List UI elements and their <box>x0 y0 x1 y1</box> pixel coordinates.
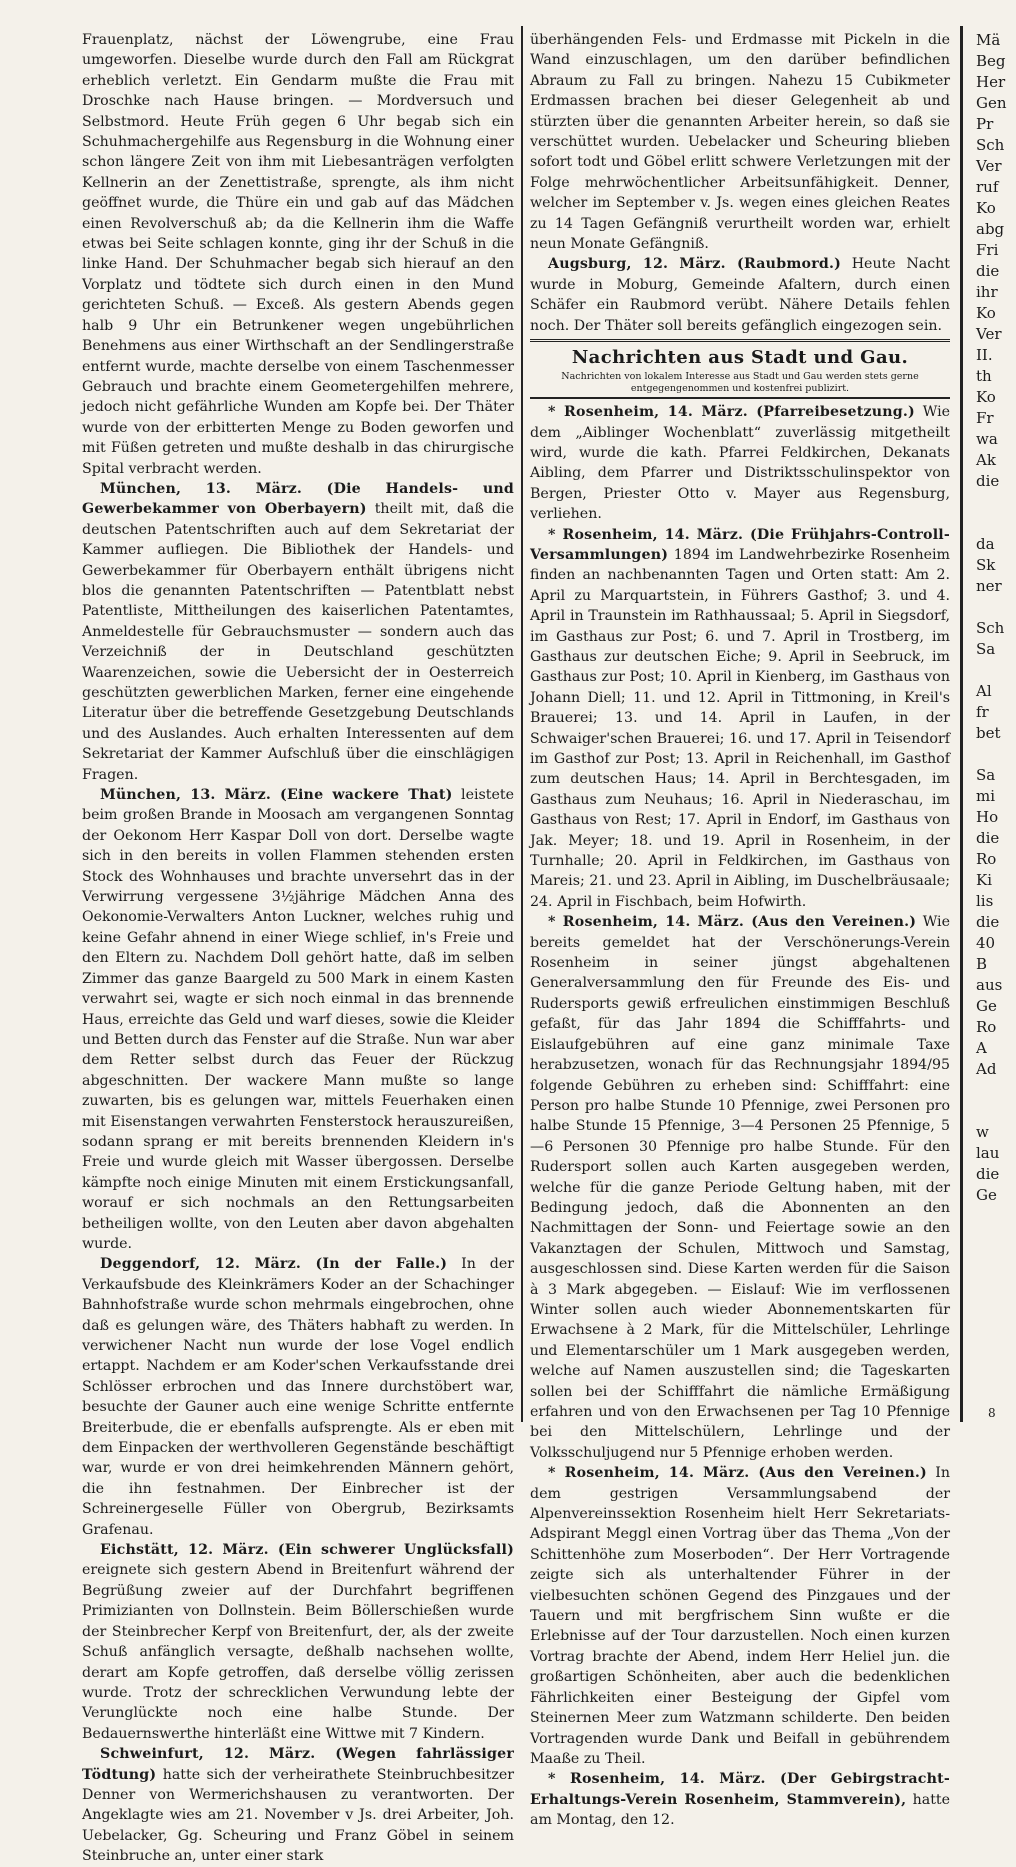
edge-line: ihr <box>976 283 998 301</box>
edge-line: Sa <box>976 640 996 658</box>
edge-line <box>976 1101 1016 1122</box>
edge-line: Sk <box>976 556 996 574</box>
edge-line: Ko <box>976 304 996 322</box>
edge-line: Mä <box>976 31 1001 49</box>
edge-line: Ki <box>976 871 993 889</box>
article-eichstaett <box>82 1540 514 1744</box>
edge-line: Ver <box>976 157 1002 175</box>
edge-line: Sa <box>976 766 996 784</box>
article-text: Wie dem „Aiblinger Wochenblatt“ zuverlässig mitgetheilt wird, wurde die kath. Pfarrei Feldkirchen, Dekanats Aibling, dem Pfarrer und Distriktsschulinspektor von Bergen, Priester Otto v. Mayer aus Regensburg, verliehen. <box>530 404 950 523</box>
edge-line: die <box>976 1165 1000 1183</box>
edge-line: Sch <box>976 136 1005 154</box>
article-text: In dem gestrigen Versammlungsabend der Alpenvereinssektion Rosenheim hielt Herr Sekretariats-Adspirant Meggl einen Vortrag über das Thema „Von der Schittenhöhe zum Moserboden“. Der Herr Vortragende zeigte sich als unterhaltender Führer in der vielbesuchten schönen Gegend des Pinzgaues und der Tauern und mit bergfrischem Sinn wußte er die Erlebnisse auf der Tour darzustellen. Noch einen kurzen Vortrag brachte der Abend, indem Herr Heliel jun. die großartigen Schönheiten, aber auch die bedenklichen Fährlichkeiten einer Besteigung der Gipfel vom Steinernen Meer zum Watzmann schilderte. Den beiden Vortragenden wurde Dank und Beifall in gebührendem Maaße zu Theil. <box>530 1465 950 1767</box>
edge-line: Ko <box>976 199 996 217</box>
edge-line: Sch <box>976 619 1005 637</box>
article-lead: München, 13. März. (Eine wackere That) <box>100 787 453 804</box>
article-lead: Eichstätt, 12. März. (Ein schwerer Unglücksfall) <box>100 1542 514 1559</box>
edge-line: II. <box>976 346 993 364</box>
article-lead: Augsburg, 12. März. (Raubmord.) <box>548 256 842 273</box>
edge-line: 40 <box>976 934 996 952</box>
article-alpenverein <box>530 1463 950 1769</box>
edge-line: lis <box>976 892 994 910</box>
edge-line: Ko <box>976 388 996 406</box>
article-schweinfurt <box>82 1744 514 1866</box>
article-text: In der Verkaufsbude des Kleinkrämers Koder an der Schachinger Bahnhofstraße wurde schon mehrmals eingebrochen, ohne daß es gelungen wäre, des Thäters habhaft zu werden. In verwichener Nacht nun wurde der lose Vogel endlich ertappt. Nachdem er am Koder'schen Verkaufsstande drei Schlösser erbrochen und das Innere durchstöbert war, besuchte der Gauner auch eine wenige Schritte entfernte Breiterbude, die er ebenfalls aufsprengte. Als er eben mit dem Einpacken der werthvolleren Gegenstände beschäftigt war, wurde er von drei heimkehrenden Männern gehört, die ihn festnahmen. Der Einbrecher ist der Schreinergeselle Füller von Obergrub, Bezirksamts Grafenau. <box>82 1256 514 1538</box>
article-verschoenerungsverein <box>530 912 950 1463</box>
edge-line: Fr <box>976 409 994 427</box>
edge-line: Pr <box>976 115 994 133</box>
edge-line: die <box>976 913 1000 931</box>
edge-line: Fri <box>976 241 999 259</box>
column-divider-left <box>521 26 523 1422</box>
edge-line: w <box>976 1123 989 1141</box>
article-text: Wie bereits gemeldet hat der Verschönerungs-Verein Rosenheim in seiner jüngst abgehaltenen Generalversammlung den für Freunde des Eis- und Rudersports gewiß erfreulichen einstimmigen Beschluß gefaßt, für das Jahr 1894 die Schifffahrts- und Eislaufgebühren auf eine ganz minimale Taxe herabzusetzen, wonach für das Rechnungsjahr 1894/95 folgende Gebühren zu erheben sind: Schifffahrt: eine Person pro halbe Stunde 10 Pfennige, zwei Personen pro halbe Stunde 15 Pfennige, 3—4 Personen 25 Pfennige, 5—6 Personen 30 Pfennige pro halbe Stunde. Für den Rudersport sollen auch Karten ausgegeben werden, welche für die ganze Periode Geltung haben, mit der Bedingung jedoch, daß die Abonnenten an den Nachmittagen der Sonn- und Feiertage sowie an den Vakanztagen der Schulen, Mittwoch und Samstag, ausgeschlossen sind. Diese Karten werden für die Saison à 3 Mark abgegeben. — Eislauf: Wie im verflossenen Winter sollen auch wieder Abonnementskarten für Erwachsene à 2 Mark, für die Mittelschüler, Lehrlinge und Elementarschüler um 1 Mark ausgegeben werden, welche auf Namen auszustellen sind; die Tageskarten sollen bei der Schifffahrt die nämliche Ermäßigung erfahren und von den Erwachsenen per Tag 10 Pfennige bei den Mittelschülern, Lehrlinge und der Volksschuljugend nur 5 Pfennige erhoben werden. <box>530 914 950 1461</box>
edge-line: wa <box>976 430 998 448</box>
edge-line: Ak <box>976 451 996 469</box>
article-text: Frauenplatz, nächst der Löwengrube, eine Frau umgeworfen. Dieselbe wurde durch den Fall am Rückgrat erheblich verletzt. Ein Gendarm mußte die Frau mit Droschke nach Hause bringen. — Mordversuch und Selbstmord. Heute Früh gegen 6 Uhr begab sich ein Schuhmachergehilfe aus Regensburg in die Wohnung einer schon längere Zeit von ihm mit Liebesanträgen verfolgten Kellnerin an der Zenettistraße, sprengte, als ihm nicht geöffnet wurde, die Thüre ein und gab auf das Mädchen einen Revolverschuß ab; da die Kellnerin ihm die Waffe etwas bei Seite schlagen konnte, ging ihr der Schuß in die linke Hand. Der Schuhmacher begab sich hierauf an den Vorplatz und tödtete sich durch einen in den Mund gerichteten Schuß. — Exceß. Als gestern Abends gegen halb 9 Uhr ein Betrunkener wegen ungebührlichen Benehmens aus einer Wirthschaft an der Sendlingerstraße entfernt wurde, machte derselbe von einem Taschenmesser Gebrauch und brachte einem Geometergehilfen mehrere, jedoch nicht gefährliche Wunden am Kopfe bei. Der Thäter wurde von der erbitterten Menge zu Boden geworfen und mit Füßen getreten und mußte deshalb in das chirurgische Spital verbracht werden. <box>82 32 514 477</box>
article-lead: Schweinfurt, 12. März. (Wegen fahrlässiger Tödtung) <box>82 1746 514 1783</box>
edge-line: lau <box>976 1144 1000 1162</box>
edge-line: Ro <box>976 850 997 868</box>
edge-line: da <box>976 535 995 553</box>
edge-line: Al <box>976 682 992 700</box>
article-lead: * Rosenheim, 14. März. (Pfarreibesetzung.) <box>548 404 915 421</box>
edge-line: Ro <box>976 1018 997 1036</box>
article-lead: * Rosenheim, 14. März. (Die Frühjahrs-Controll-Versammlungen) <box>530 526 950 563</box>
section-rule-top <box>530 339 950 342</box>
page-number: 8 <box>988 1406 996 1420</box>
article-pfarreibesetzung <box>530 402 950 524</box>
article-text: hatte sich der verheirathete Steinbruchbesitzer Denner von Wermerichshausen zu verantworten. Der Angeklagte wies am 21. November v Js. drei Arbeiter, Joh. Uebelacker, Gg. Scheuring und Franz Göbel in seinem Steinbruche an, unter einer stark <box>82 1766 514 1865</box>
edge-line: mi <box>976 787 996 805</box>
article-lead: * Rosenheim, 14. März. (Aus den Vereinen.) <box>548 914 917 931</box>
edge-line: die <box>976 262 1000 280</box>
article-text: leistete beim großen Brande in Moosach am vergangenen Sonntag der Oekonom Herr Kaspar Doll von dort. Derselbe wagte sich in den bereits in vollen Flammen stehenden ersten Stock des Wohnhauses und brachte unversehrt das in der Verwirrung vergessene 3½jährige Mädchen Anna des Oekonomie-Verwalters Anton Luckner, welches ruhig und keine Gefahr ahnend in einer Wiege schlief, in's Freie und den Eltern zu. Nachdem Doll gehört hatte, daß im selben Zimmer das ganze Baargeld zu 500 Mark in einem Kasten verwahrt sei, wagte er sich noch einmal in das brennende Haus, erreichte das Geld und warf dieses, sowie die Kleider und Betten durch das Fenster auf die Straße. Nun war aber dem Retter selbst durch das Feuer der Rückzug abgeschnitten. Der wackere Mann mußte so lange zuwarten, bis es gelungen war, mittels Feuerhaken einen mit Eisenstangen verwahrten Fensterstock herauszureißen, sodann sprang er mit bereits brennenden Kleidern in's Freie und wurde gleich mit Wasser übergossen. Derselbe kämpfte noch einige Minuten mit einem Erstickungsanfall, worauf er sich nochmals an den Rettungsarbeiten betheiligen wollte, von den Leuten aber davon abgehalten wurde. <box>82 787 514 1252</box>
edge-line: aus <box>976 976 1003 994</box>
article-lead: * Rosenheim, 14. März. (Der Gebirgstracht-Erhaltungs-Verein Rosenheim, Stammverein), <box>530 1771 950 1808</box>
section-note: Nachrichten von lokalem Interesse aus Stadt und Gau werden stets gerne entgegengenommen und kostenfrei publizirt. <box>561 371 919 394</box>
article-lead: München, 13. März. (Die Handels- und Gewerbekammer von Oberbayern) <box>82 480 514 518</box>
edge-line: Ad <box>976 1060 997 1078</box>
edge-line: Beg <box>976 52 1006 70</box>
edge-line: Ge <box>976 997 997 1015</box>
right-column-fragment <box>976 30 1016 1227</box>
edge-line <box>976 513 1016 534</box>
article-text: überhängenden Fels- und Erdmasse mit Pickeln in die Wand einzuschlagen, um den darüber befindlichen Abraum zu Fall zu bringen. Nahezu 15 Cubikmeter Erdmassen brachen bei dieser Gelegenheit ab und stürzten über die genannten Arbeiter herein, so daß sie verschüttet wurden. Uebelacker und Scheuring blieben sofort todt und Göbel erlitt schwere Verletzungen mit der Folge mehrwöchentlicher Arbeitsunfähigkeit. Denner, welcher im September v. Js. wegen eines gleichen Reates zu 14 Tagen Gefängniß verurtheilt worden war, erhielt neun Monate Gefängniß. <box>530 32 950 253</box>
edge-line: th <box>976 367 992 385</box>
edge-line: Ge <box>976 1186 997 1204</box>
edge-line: Gen <box>976 94 1007 112</box>
article-deggendorf <box>82 1254 514 1540</box>
edge-line: bet <box>976 724 1001 742</box>
edge-line <box>976 744 1016 765</box>
article-text: theilt mit, daß die deutschen Patentschriften auch auf dem Sekretariat der Kammer aufliegen. Die Bibliothek der Handels- und Gewerbekammer für Oberbayern enthält übrigens nicht blos die genannten Patentschriften — Patentblatt nebst Patentliste, Mittheilungen des kaiserlichen Patentamtes, Anmeldestelle für Gebrauchsmuster — sondern auch das Verzeichniß der in Deutschland geschützten Waarenzeichen, sowie die Uebersicht der in Oesterreich geschützten gewerblichen Marken, ferner eine eingehende Literatur über die betreffende Gesetzgebung Deutschlands und des Auslandes. Auch erhalten Interessenten auf dem Sekretariat der Kammer Aufschluß über die einschlägigen Fragen. <box>82 501 514 783</box>
article-augsburg <box>530 254 950 336</box>
edge-line <box>976 492 1016 513</box>
article-lead: Deggendorf, 12. März. (In der Falle.) <box>100 1256 448 1273</box>
edge-line: Ver <box>976 325 1002 343</box>
edge-line <box>976 1080 1016 1101</box>
article-lead: * Rosenheim, 14. März. (Aus den Vereinen.) <box>548 1465 927 1482</box>
article-controll-versammlungen <box>530 525 950 913</box>
article-schweinfurt-cont <box>530 30 950 254</box>
edge-line: ner <box>976 577 1002 595</box>
edge-line: Ho <box>976 808 999 826</box>
edge-line: B <box>976 955 988 973</box>
article-muenchen-wackere-that <box>82 785 514 1254</box>
left-column <box>82 30 514 1867</box>
edge-line: Her <box>976 73 1006 91</box>
edge-line <box>976 1206 1016 1227</box>
column-divider-right <box>960 26 963 1422</box>
article-text: Heute Nacht wurde in Moburg, Gemeinde Afaltern, durch einen Schäfer ein Raubmord verübt. Nähere Details fehlen noch. Der Thäter soll bereits gefänglich eingezogen sein. <box>530 256 950 334</box>
article-text: 1894 im Landwehrbezirke Rosenheim finden an nachbenannten Tagen und Orten statt: Am 2. April zu Marquartstein, in Führers Gasthof; 3. und 4. April in Traunstein im Rathhaussaal; 5. April in Siegsdorf, im Gasthaus zur Post; 6. und 7. April in Trostberg, im Gasthaus zur deutschen Eiche; 9. April in Seebruck, im Gasthaus zur Post; 10. April in Kienberg, im Gasthaus von Johann Diell; 11. und 12. April in Tittmoning, in Kreil's Brauerei; 13. und 14. April in Laufen, in der Schwaiger'schen Brauerei; 16. und 17. April in Teisendorf im Gasthof zur Post; 13. April in Reichenhall, im Gasthof zum deutschen Haus; 14. April in Berchtesgaden, im Gasthaus zum Neuhaus; 16. April in Niederaschau, im Gasthaus von Rest; 17. April in Endorf, im Gasthaus von Jak. Meyer; 18. und 19. April in Rosenheim, in der Turnhalle; 20. April in Feldkirchen, im Gasthaus von Mareis; 21. und 23. April in Aibling, im Duschelbräusaale; 24. April in Fischbach, beim Hofwirth. <box>530 546 950 910</box>
edge-line <box>976 597 1016 618</box>
section-title: Nachrichten aus Stadt und Gau. <box>571 347 909 369</box>
article-muenchen-handelskammer <box>82 479 514 785</box>
edge-line: die <box>976 472 1000 490</box>
section-rule-bottom <box>530 397 950 399</box>
edge-line: die <box>976 829 1000 847</box>
article-frauenplatz <box>82 30 514 479</box>
edge-line: A <box>976 1039 987 1057</box>
article-gebirgstracht <box>530 1769 950 1830</box>
article-text: hatte am Montag, den 12. <box>530 1791 950 1829</box>
edge-line: abg <box>976 220 1005 238</box>
article-text: ereignete sich gestern Abend in Breitenfurt während der Begrüßung zweier auf der Durchfahrt begriffenen Primizianten von Dollnstein. Beim Böllerschießen wurde der Steinbrecher Kerpf von Breitenfurt, der, als der zweite Schuß anfänglich versagte, deßhalb nachsehen wollte, derart am Kopfe getroffen, daß derselbe völlig zerissen wurde. Trotz der schrecklichen Verwundung lebte der Verunglückte noch eine halbe Stunde. Der Bedauernswerthe hinterläßt eine Wittwe mit 7 Kindern. <box>82 1562 514 1742</box>
edge-line <box>976 660 1016 681</box>
edge-line: fr <box>976 703 989 721</box>
middle-column <box>530 30 950 1831</box>
edge-line: ruf <box>976 178 999 196</box>
